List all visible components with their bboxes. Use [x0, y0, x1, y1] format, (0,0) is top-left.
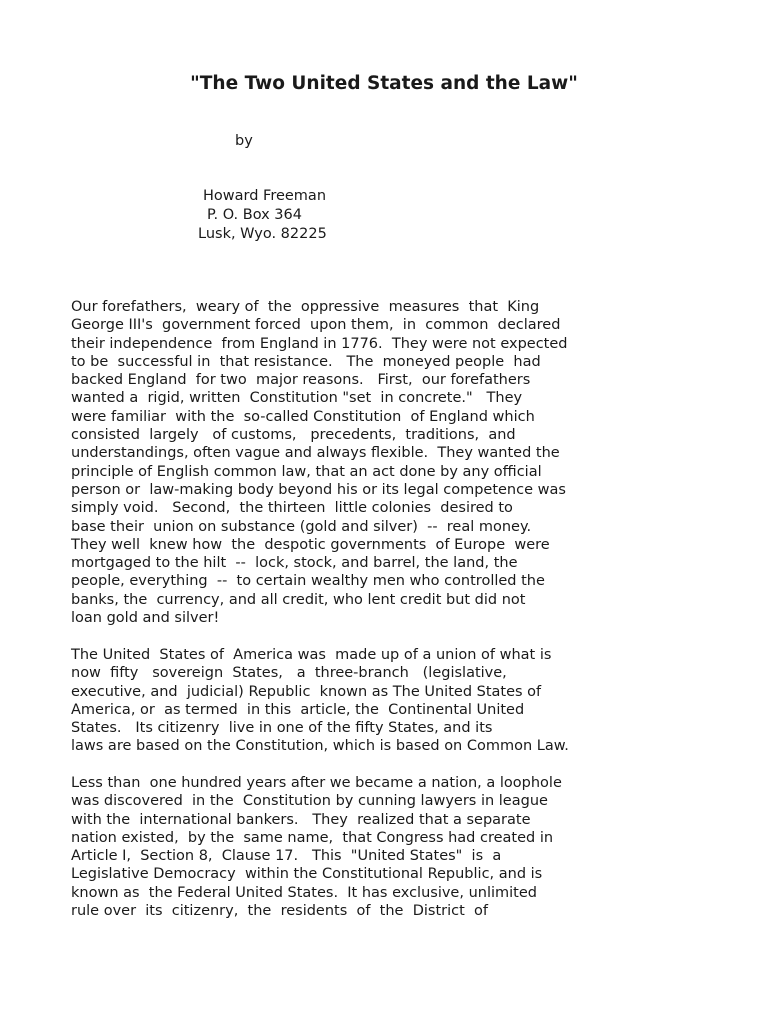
text-line: consisted largely of customs, precedents, traditions, and — [71, 427, 516, 444]
paragraph-1 — [71, 298, 631, 627]
text-line: They well knew how the despotic governments of Europe were — [71, 536, 550, 553]
text-line: simply void. Second, the thirteen little colonies desired to — [71, 500, 513, 517]
text-line: to be successful in that resistance. The moneyed people had — [71, 353, 541, 370]
text-line: loan gold and silver! — [71, 610, 220, 627]
document-title: "The Two United States and the Law" — [190, 73, 578, 94]
text-line: mortgaged to the hilt -- lock, stock, and barrel, the land, the — [71, 555, 518, 572]
text-line: rule over its citizenry, the residents of the District of — [71, 903, 488, 920]
text-line: The United States of America was made up of a union of what is — [71, 647, 552, 663]
text-line: were familiar with the so-called Constitution of England which — [71, 408, 535, 425]
text-line: principle of English common law, that an act done by any official — [71, 463, 542, 480]
text-line: executive, and judicial) Republic known as The United States of — [71, 683, 542, 700]
text-line: their independence from England in 1776. They were not expected — [71, 335, 568, 352]
text-line: now fifty sovereign States, a three-branch (legislative, — [71, 665, 507, 682]
paragraph-3 — [71, 774, 631, 920]
text-line: was discovered in the Constitution by cunning lawyers in league — [71, 793, 548, 810]
text-line: wanted a rigid, written Constitution "set in concrete." They — [71, 390, 523, 407]
text-line: States. Its citizenry live in one of the fifty States, and its — [71, 720, 493, 737]
text-line: Less than one hundred years after we became a nation, a loophole — [71, 775, 562, 791]
text-line: people, everything -- to certain wealthy men who controlled the — [71, 573, 545, 590]
text-line: laws are based on the Constitution, which is based on Common Law. — [71, 738, 569, 755]
author-name: Howard Freeman — [203, 188, 327, 204]
text-line: George III's government forced upon them, in common declared — [71, 317, 561, 334]
author-address-line2: Lusk, Wyo. 82225 — [198, 226, 327, 242]
byline: by — [235, 133, 253, 149]
text-line: base their union on substance (gold and silver) -- real money. — [71, 518, 532, 535]
author-address-line1: P. O. Box 364 — [207, 207, 302, 223]
text-line: banks, the currency, and all credit, who lent credit but did not — [71, 591, 526, 608]
text-line: person or law-making body beyond his or its legal competence was — [71, 481, 566, 498]
text-line: understandings, often vague and always flexible. They wanted the — [71, 445, 560, 462]
text-line: Legislative Democracy within the Constitutional Republic, and is — [71, 866, 543, 883]
text-line: Article I, Section 8, Clause 17. This "United States" is a — [71, 848, 502, 865]
text-line: with the international bankers. They realized that a separate — [71, 811, 531, 828]
paragraph-2 — [71, 646, 631, 756]
text-line: backed England for two major reasons. First, our forefathers — [71, 372, 531, 389]
text-line: known as the Federal United States. It has exclusive, unlimited — [71, 884, 537, 901]
text-line: nation existed, by the same name, that Congress had created in — [71, 829, 554, 846]
text-line: America, or as termed in this article, the Continental United — [71, 701, 525, 718]
text-line: Our forefathers, weary of the oppressive measures that King — [71, 299, 540, 315]
